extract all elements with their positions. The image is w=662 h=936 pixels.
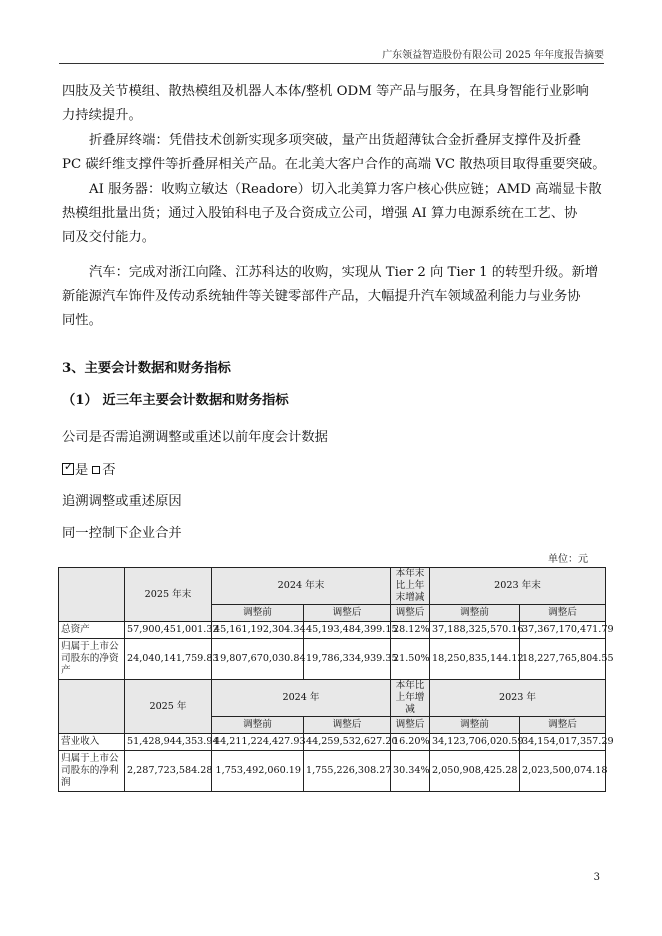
- text-line: 折叠屏终端：凭借技术创新实现多项突破，量产出货超薄钛合金折叠屏支撑件及折叠: [89, 133, 581, 148]
- subheader-before: 调整前: [430, 717, 520, 734]
- cell-value: 37,367,170,471.79: [520, 622, 606, 639]
- option-no-label: 否: [102, 463, 116, 478]
- table-row: [59, 734, 606, 751]
- cell-value: 45,161,192,304.34: [212, 622, 304, 639]
- row-label: 归属于上市公司股东的净利润: [59, 751, 125, 792]
- table-corner-cell: [59, 568, 125, 622]
- cell-value: 44,211,224,427.93: [212, 734, 304, 751]
- text-line: PC 碳纤维支撑件等折叠屏相关产品。在北美大客户合作的高端 VC 散热项目取得重要突破。: [62, 157, 606, 172]
- subheader-after: 调整后: [391, 605, 430, 622]
- table-row: [59, 639, 606, 680]
- cell-value: 34,154,017,357.29: [520, 734, 606, 751]
- subheader-after: 调整后: [391, 717, 430, 734]
- restatement-reason-label: 追溯调整或重述原因: [62, 494, 182, 509]
- option-yes-label: 是: [75, 463, 89, 478]
- cell-value: 19,786,334,939.35: [304, 639, 391, 680]
- subheader-after: 调整后: [520, 605, 606, 622]
- text-line: 四肢及关节模组、散热模组及机器人本体/整机 ODM 等产品与服务，在具身智能行业影响: [62, 84, 589, 99]
- text-line: 同及交付能力。: [62, 230, 156, 245]
- subheader-after: 调整后: [304, 605, 391, 622]
- section-subheading: （1） 近三年主要会计数据和财务指标: [62, 393, 289, 408]
- text-line: AI 服务器：收购立敏达（Readore）切入北美算力客户核心供应链；AMD 高端显卡散: [89, 182, 602, 197]
- unit-label: 单位：元: [548, 554, 588, 565]
- unchecked-box-icon: [92, 466, 100, 474]
- section-heading: 3、主要会计数据和财务指标: [62, 361, 231, 376]
- col-header-change-yoy: 本年末比上年末增减: [391, 568, 430, 605]
- row-label: 营业收入: [59, 734, 125, 751]
- cell-value: 2,023,500,074.18: [520, 751, 606, 792]
- paragraph-robotics: [62, 80, 602, 128]
- financial-data-table: [58, 567, 614, 792]
- cell-change: 30.34%: [391, 751, 430, 792]
- col-header-2025-end: 2025 年末: [125, 568, 212, 622]
- cell-value: 24,040,141,759.83: [125, 639, 212, 680]
- page-number: 3: [593, 872, 600, 883]
- cell-change: 16.20%: [391, 734, 430, 751]
- col-header-2025: 2025 年: [125, 680, 212, 734]
- cell-value: 34,123,706,020.59: [430, 734, 520, 751]
- subheader-before: 调整前: [212, 605, 304, 622]
- table-row: [59, 622, 606, 639]
- cell-value: 1,755,226,308.27: [304, 751, 391, 792]
- col-header-2023: 2023 年: [430, 680, 606, 717]
- restatement-options: [62, 459, 116, 478]
- text-line: 新能源汽车饰件及传动系统轴件等关键零部件产品，大幅提升汽车领域盈利能力与业务协: [62, 289, 581, 304]
- text-line: 汽车：完成对浙江向隆、江苏科达的收购，实现从 Tier 2 向 Tier 1 的转型升级。新增: [89, 265, 599, 280]
- header-rule: [59, 63, 604, 64]
- col-header-2024: 2024 年: [212, 680, 391, 717]
- cell-value: 18,250,835,144.12: [430, 639, 520, 680]
- cell-change: 28.12%: [391, 622, 430, 639]
- cell-value: 51,428,944,353.94: [125, 734, 212, 751]
- row-label: 总资产: [59, 622, 125, 639]
- paragraph-automotive: [62, 261, 602, 333]
- cell-value: 1,753,492,060.19: [212, 751, 304, 792]
- subheader-after: 调整后: [520, 717, 606, 734]
- col-header-2023-end: 2023 年末: [430, 568, 606, 605]
- cell-value: 19,807,670,030.84: [212, 639, 304, 680]
- restatement-reason: 同一控制下企业合并: [62, 526, 182, 541]
- subheader-before: 调整前: [430, 605, 520, 622]
- text-line: 力持续提升。: [62, 108, 142, 123]
- col-header-2024-end: 2024 年末: [212, 568, 391, 605]
- cell-value: 18,227,765,804.55: [520, 639, 606, 680]
- page-header: 广东领益智造股份有限公司 2025 年年度报告摘要: [382, 50, 604, 61]
- checked-box-icon: ✓: [64, 460, 74, 473]
- col-header-change-yoy: 本年比上年增减: [391, 680, 430, 717]
- text-line: 同性。: [62, 313, 102, 328]
- table-corner-cell: [59, 680, 125, 734]
- paragraph-foldable: [62, 129, 606, 177]
- cell-value: 2,287,723,584.28: [125, 751, 212, 792]
- cell-value: 2,050,908,425.28: [430, 751, 520, 792]
- cell-value: 45,193,484,399.15: [304, 622, 391, 639]
- cell-change: 21.50%: [391, 639, 430, 680]
- cell-value: 37,188,325,570.16: [430, 622, 520, 639]
- cell-value: 57,900,451,001.32: [125, 622, 212, 639]
- table-row: [59, 751, 606, 792]
- restatement-question: 公司是否需追溯调整或重述以前年度会计数据: [62, 430, 328, 445]
- row-label: 归属于上市公司股东的净资产: [59, 639, 125, 680]
- text-line: 热模组批量出货；通过入股铂科电子及合资成立公司，增强 AI 算力电源系统在工艺、协: [62, 206, 578, 221]
- cell-value: 44,259,532,627.20: [304, 734, 391, 751]
- subheader-before: 调整前: [212, 717, 304, 734]
- paragraph-ai-server: [62, 178, 602, 250]
- subheader-after: 调整后: [304, 717, 391, 734]
